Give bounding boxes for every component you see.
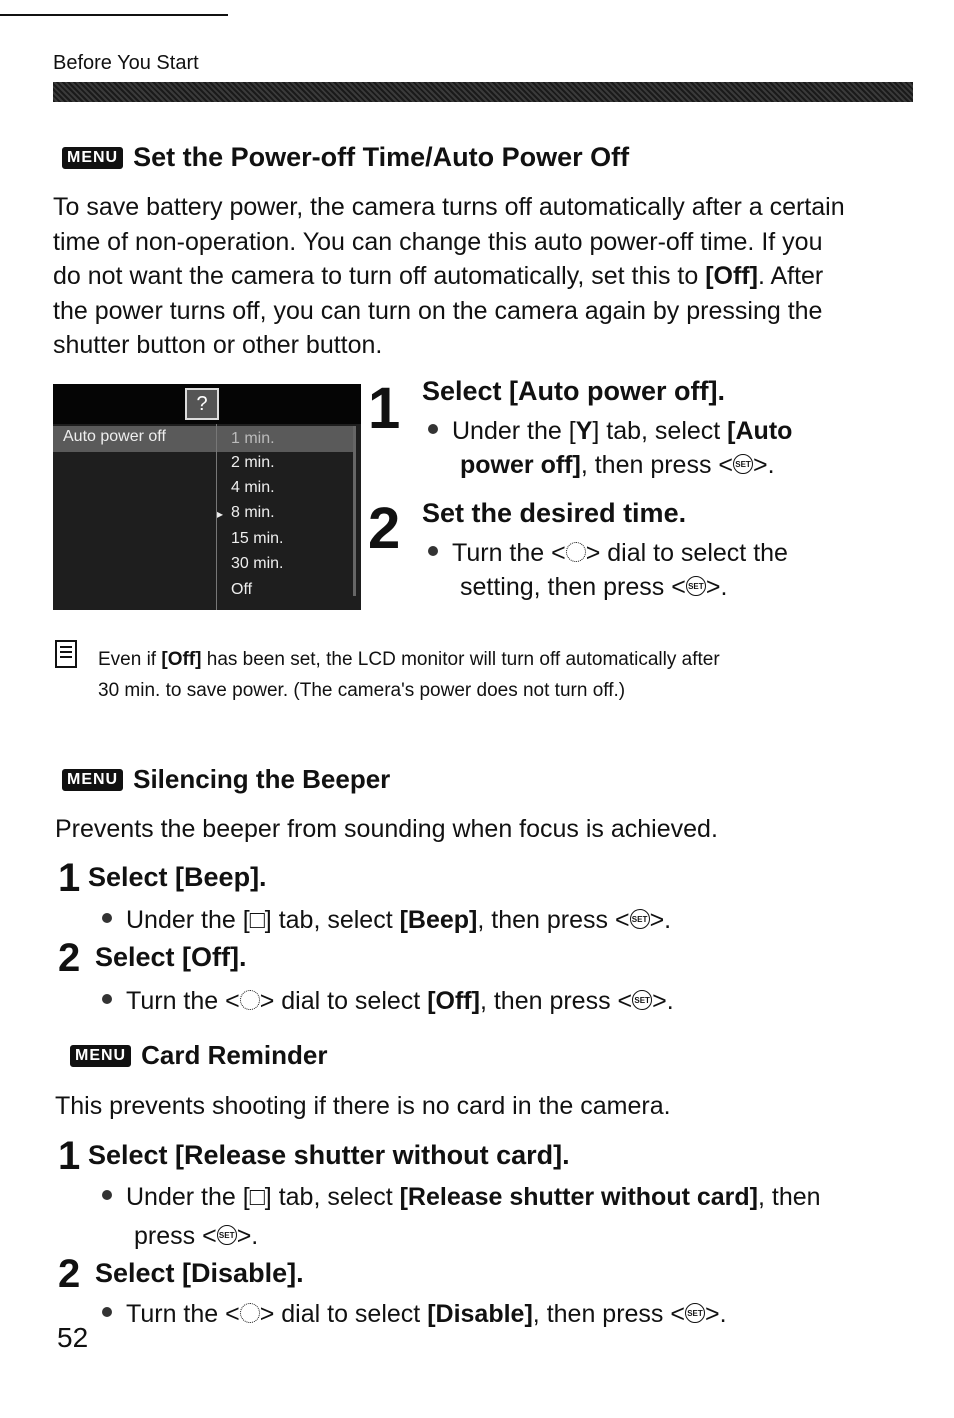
section-title-text: Silencing the Beeper xyxy=(133,764,391,794)
section-title-text: Set the Power-off Time/Auto Power Off xyxy=(133,142,630,172)
step-number: 1 xyxy=(368,376,401,441)
section-title-text: Card Reminder xyxy=(141,1040,328,1070)
bullet-icon xyxy=(102,994,112,1004)
option-2-min: 2 min. xyxy=(231,454,275,471)
current-setting-marker-icon: ▸ xyxy=(217,507,224,521)
intro-line: do not want the camera to turn off automatically, set this to [Off]. After xyxy=(53,262,824,290)
bullet-icon xyxy=(102,1190,112,1200)
step-instruction: Turn the < > dial to select [Disable], then press < SET>. xyxy=(102,1297,727,1331)
section-power-off-title xyxy=(62,142,629,173)
step-title: Select [Beep]. xyxy=(88,862,267,892)
set-button-icon: SET xyxy=(685,1303,705,1323)
step-title: Select [Auto power off]. xyxy=(422,376,725,406)
step-number: 2 xyxy=(58,936,81,980)
step-number: 1 xyxy=(58,856,81,900)
intro-line: To save battery power, the camera turns off automatically after a certain xyxy=(53,193,845,221)
option-4-min: 4 min. xyxy=(231,479,275,496)
option-8-min: 8 min. xyxy=(231,504,275,521)
dial-icon xyxy=(566,542,586,562)
setup-tab-icon: ? xyxy=(185,388,219,420)
option-1-min: 1 min. xyxy=(231,430,275,447)
step-number: 2 xyxy=(368,496,401,561)
section-power-off-intro xyxy=(53,190,845,363)
section-beeper-title xyxy=(62,764,390,795)
step-title: Set the desired time. xyxy=(422,498,687,528)
step-instruction-cont: press < SET>. xyxy=(134,1222,259,1250)
step-instruction-cont: power off], then press < SET>. xyxy=(460,451,775,479)
section-beeper-intro: Prevents the beeper from sounding when focus is achieved. xyxy=(55,815,718,843)
bullet-icon xyxy=(102,913,112,923)
set-button-icon: SET xyxy=(686,576,706,596)
option-15-min: 15 min. xyxy=(231,530,284,547)
menu-item-auto-power-off: Auto power off xyxy=(63,428,166,445)
intro-line: time of non-operation. You can change this auto power-off time. If you xyxy=(53,227,823,256)
dial-icon xyxy=(240,1303,260,1323)
scrollbar xyxy=(353,426,356,596)
step-instruction: Under the [□] tab, select [Release shutter without card], then xyxy=(102,1180,821,1214)
menu-badge-icon: MENU xyxy=(62,147,123,169)
note-icon xyxy=(55,640,77,668)
page-number: 52 xyxy=(57,1322,89,1353)
shooting-tab-icon: □ xyxy=(249,1183,265,1211)
set-button-icon: SET xyxy=(733,454,753,474)
step-number: 1 xyxy=(58,1134,81,1178)
step-title: Select [Release shutter without card]. xyxy=(88,1140,570,1170)
step-title: Select [Off]. xyxy=(95,942,247,972)
set-button-icon: SET xyxy=(632,990,652,1010)
menu-badge-icon: MENU xyxy=(62,769,123,791)
set-button-icon: SET xyxy=(217,1225,237,1245)
section-card-reminder-title xyxy=(70,1040,328,1071)
menu-badge-icon: MENU xyxy=(70,1045,131,1067)
camera-menu-screen xyxy=(53,384,361,610)
step-instruction: Turn the < > dial to select [Off], then press < SET>. xyxy=(102,984,674,1018)
setup-tab-icon: Y xyxy=(575,417,593,445)
step-instruction: Under the [Y] tab, select [Auto xyxy=(428,414,792,448)
step-title: Select [Disable]. xyxy=(95,1258,304,1288)
shooting-tab-icon: □ xyxy=(249,906,265,934)
option-30-min: 30 min. xyxy=(231,555,284,572)
header-label: Before You Start xyxy=(53,52,199,74)
top-rule xyxy=(0,14,228,16)
header-bar xyxy=(53,82,913,102)
dial-icon xyxy=(240,990,260,1010)
option-off: Off xyxy=(231,581,253,598)
section-card-reminder-intro: This prevents shooting if there is no card in the camera. xyxy=(55,1092,671,1120)
intro-line: shutter button or other button. xyxy=(53,331,383,359)
step-number: 2 xyxy=(58,1252,81,1296)
bullet-icon xyxy=(428,424,438,434)
intro-line: the power turns off, you can turn on the camera again by pressing the xyxy=(53,296,823,325)
step-instruction: Under the [□] tab, select [Beep], then press < SET>. xyxy=(102,903,671,937)
bullet-icon xyxy=(102,1307,112,1317)
step-instruction: Turn the < > dial to select the xyxy=(428,536,788,570)
step-instruction-cont: setting, then press < SET>. xyxy=(460,573,728,601)
set-button-icon: SET xyxy=(630,909,650,929)
bullet-icon xyxy=(428,546,438,556)
note-text: Even if [Off] has been set, the LCD monitor will turn off automatically after 30 min. to save power. (The camera's power does not turn off.) xyxy=(98,649,720,701)
